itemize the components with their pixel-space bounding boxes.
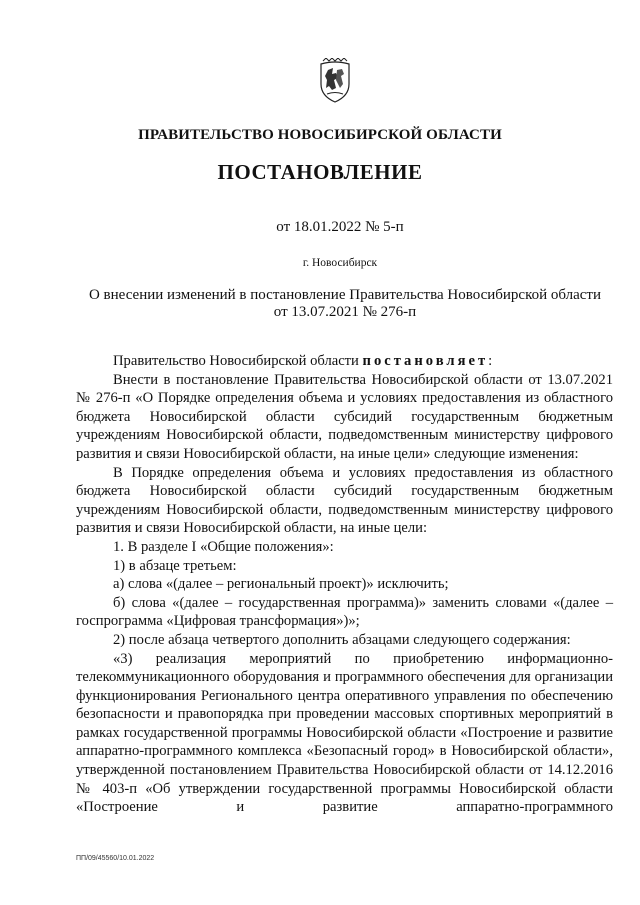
paragraph-item-2: 2) после абзаца четвертого дополнить абзацами следующего содержания: [113,631,571,648]
intro-prefix: Правительство Новосибирской области [113,353,363,369]
footer-doc-code: ПП/09/45560/10.01.2022 [76,855,155,862]
paragraph-item-3: «3) реализация мероприятий по приобретению информационно-телекоммуникационного оборудования и программного обеспечения для организации функционирования Регионального центра оперативного управления по обеспечению безопасности и правопорядка при проведении массовых спортивных мероприятий в рамках государственной программы Новосибирской области «Построение и развитие аппаратно-программного комплекса «Безопасный город» в Новосибирской области», утвержденной постановлением Правительства Новосибирской области от 14.12.2016 № 403-п «Об утверждении государственной программы Новосибирской области «Построение и развитие аппаратно-программного [76,650,613,816]
coat-of-arms-icon [316,58,354,104]
intro-suffix: : [488,353,493,369]
subject-line-2: от 13.07.2021 № 276-п [273,304,417,320]
paragraph-procedure: В Порядке определения объема и условиях предоставления из областного бюджета Новосибирской области субсидий государственным бюджетным учреждениям Новосибирской области, подведомственным министерству цифрового развития и связи Новосибирской области, на иные цели: [76,464,613,537]
organization-title: ПРАВИТЕЛЬСТВО НОВОСИБИРСКОЙ ОБЛАСТИ [138,127,502,143]
document-type-title: ПОСТАНОВЛЕНИЕ [217,160,423,184]
paragraph-item-a: а) слова «(далее – региональный проект)» исключить; [113,576,449,593]
paragraph-amend: Внести в постановление Правительства Новосибирской области от 13.07.2021 № 276-п «О Порядке определения объема и условиях предоставления из областного бюджета Новосибирской области субсидий государственным бюджетным учреждениям Новосибирской области, подведомственным министерству цифрового развития и связи Новосибирской области, на иные цели» следующие изменения: [76,371,613,462]
paragraph-item-1: 1) в абзаце третьем: [113,557,237,574]
intro-verb: постановляет [362,353,489,369]
document-city: г. Новосибирск [302,257,378,269]
subject-line-1: О внесении изменений в постановление Правительства Новосибирской области [88,287,602,303]
intro-paragraph [76,352,613,371]
paragraph-item-b: б) слова «(далее – государственная программа)» заменить словами «(далее – госпрограмма «Цифровая трансформация»)»; [76,594,613,630]
document-date-number: от 18.01.2022 № 5-п [276,219,404,235]
paragraph-section-1: 1. В разделе I «Общие положения»: [113,538,334,555]
document-body [76,352,613,817]
document-subject [60,287,630,321]
